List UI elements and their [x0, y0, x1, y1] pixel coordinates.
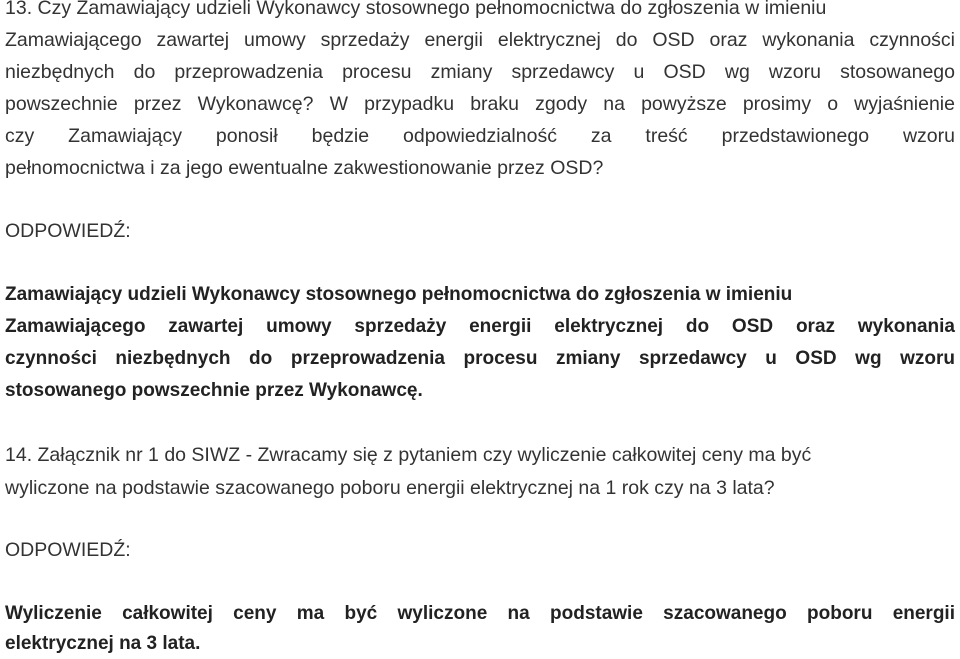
question-14-line-1: 14. Załącznik nr 1 do SIWZ - Zwracamy się z pytaniem czy wyliczenie całkowitej ceny ma być	[5, 444, 812, 466]
answer-13-label: ODPOWIEDŹ:	[5, 220, 131, 242]
question-13-line-3: niezbędnych do przeprowadzenia procesu zmiany sprzedawcy u OSD wg wzoru stosowanego	[5, 61, 955, 83]
answer-13-line-4: stosowanego powszechnie przez Wykonawcę.	[5, 380, 423, 401]
question-13-line-1: 13. Czy Zamawiający udzieli Wykonawcy stosownego pełnomocnictwa do zgłoszenia w imieniu	[5, 0, 827, 19]
answer-13-line-3: czynności niezbędnych do przeprowadzenia procesu zmiany sprzedawcy u OSD wg wzoru	[5, 348, 955, 369]
answer-14-label: ODPOWIEDŹ:	[5, 539, 131, 561]
question-13-line-2: Zamawiającego zawartej umowy sprzedaży energii elektrycznej do OSD oraz wykonania czynności	[5, 29, 955, 51]
answer-14-line-1: Wyliczenie całkowitej ceny ma być wyliczone na podstawie szacowanego poboru energii	[5, 603, 955, 624]
question-14-line-2: wyliczone na podstawie szacowanego poboru energii elektrycznej na 1 rok czy na 3 lata?	[5, 477, 775, 499]
question-13-line-4: powszechnie przez Wykonawcę? W przypadku braku zgody na powyższe prosimy o wyjaśnienie	[5, 93, 955, 115]
question-13-line-6: pełnomocnictwa i za jego ewentualne zakwestionowanie przez OSD?	[5, 157, 604, 179]
question-13-line-5: czy Zamawiający ponosił będzie odpowiedzialność za treść przedstawionego wzoru	[5, 125, 955, 147]
answer-13-line-1: Zamawiający udzieli Wykonawcy stosownego pełnomocnictwa do zgłoszenia w imieniu	[5, 284, 793, 305]
answer-13-line-2: Zamawiającego zawartej umowy sprzedaży energii elektrycznej do OSD oraz wykonania	[5, 316, 955, 337]
answer-14-line-2: elektrycznej na 3 lata.	[5, 633, 201, 654]
